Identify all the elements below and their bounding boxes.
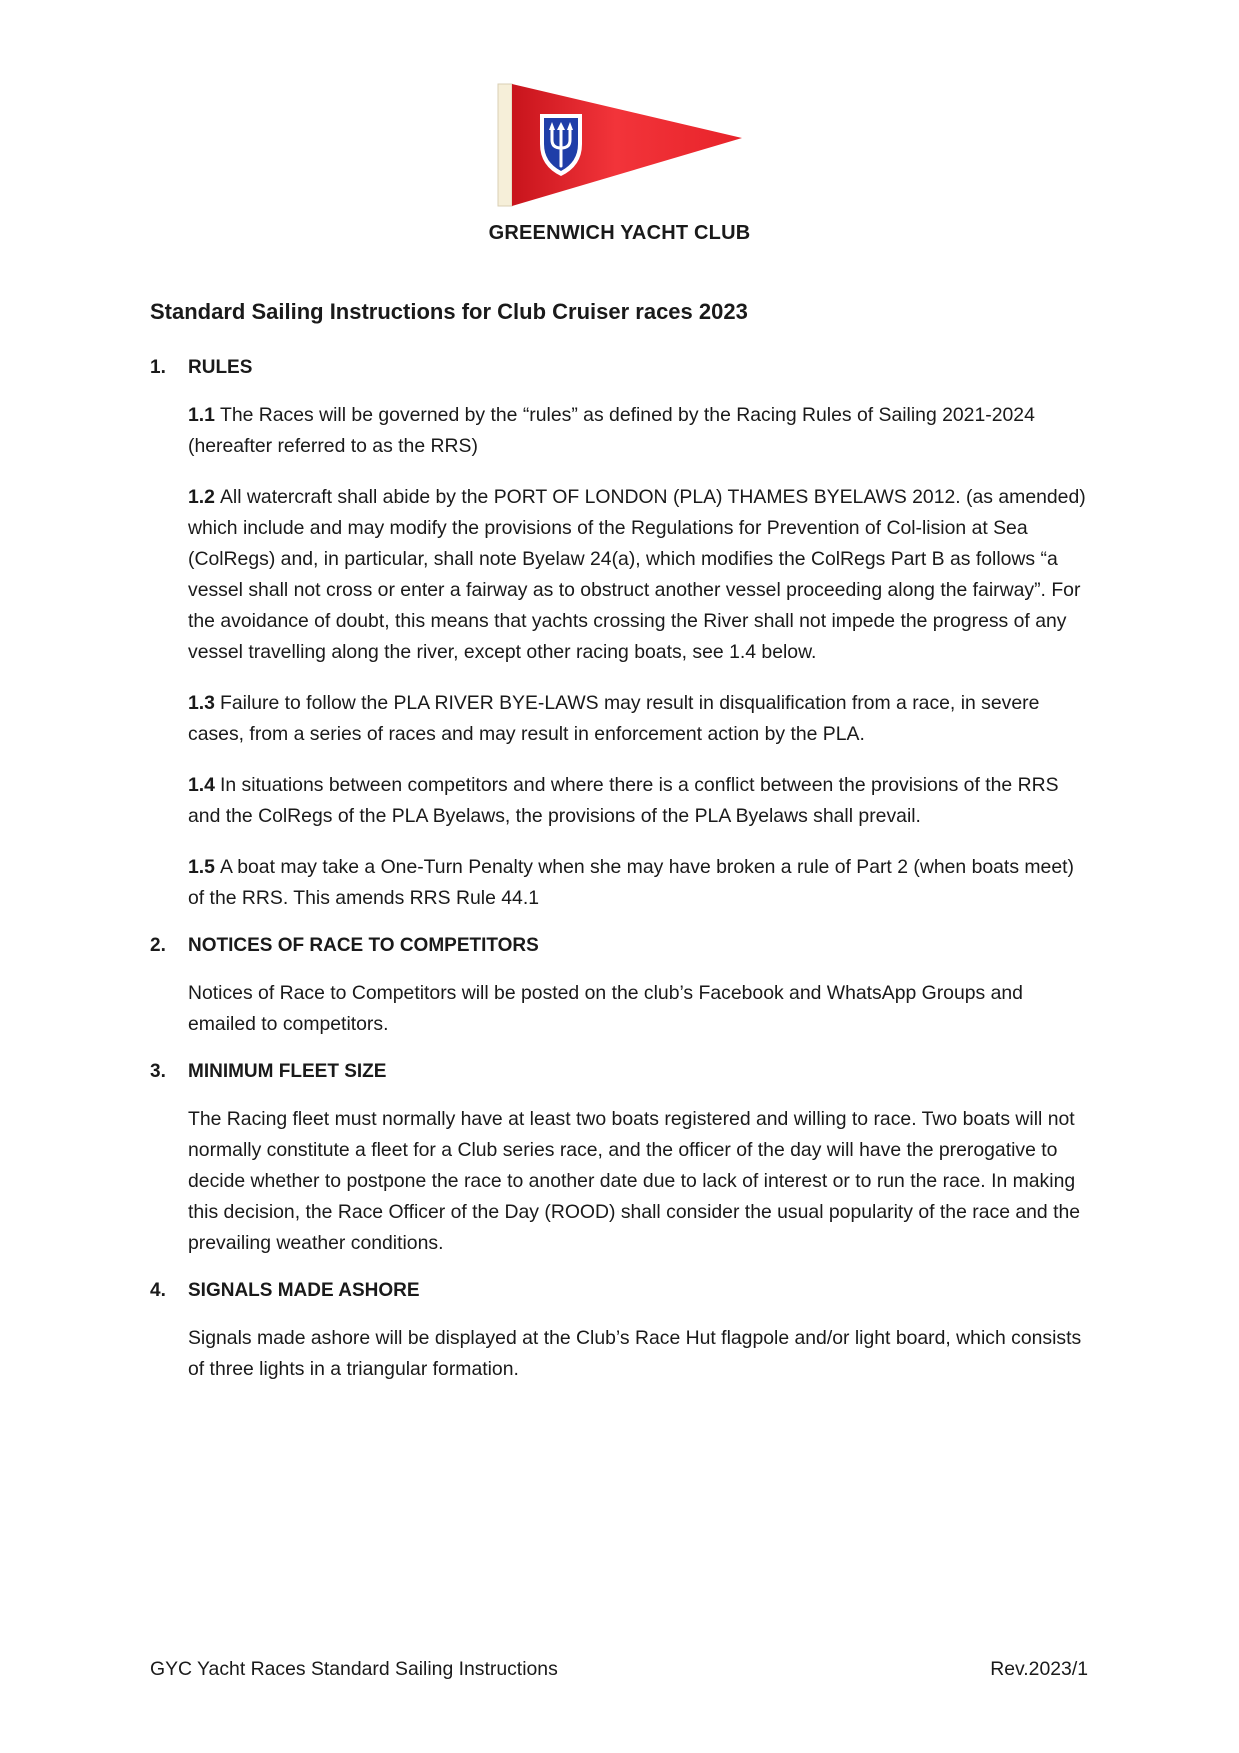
section-heading — [150, 356, 1090, 380]
section-minimum-fleet-size — [150, 1060, 1090, 1259]
clause-paragraph — [188, 482, 1090, 668]
document-title: Standard Sailing Instructions for Club Cruiser races 2023 — [150, 299, 748, 324]
clause-text: In situations between competitors and where there is a conflict between the provisions of the RRS and the ColRegs of the PLA Byelaws, the provisions of the PLA Byelaws shall prevail. — [188, 774, 1059, 827]
clause-text: Failure to follow the PLA RIVER BYE-LAWS may result in disqualification from a race, in severe cases, from a series of races and may result in enforcement action by the PLA. — [188, 692, 1040, 745]
clause-number: 1.1 — [188, 404, 215, 426]
clause-paragraph — [188, 400, 1090, 462]
instructions-body — [150, 356, 1090, 1405]
club-name: GREENWICH YACHT CLUB — [488, 222, 751, 244]
section-number: 1. — [150, 357, 166, 378]
clause-number: 1.3 — [188, 692, 215, 714]
clause-text: A boat may take a One-Turn Penalty when she may have broken a rule of Part 2 (when boats meet) of the RRS. This amends RRS Rule 44.1 — [188, 856, 1074, 909]
section-paragraph: The Racing fleet must normally have at least two boats registered and willing to race. Two boats will not normally constitute a fleet for a Club series race, and the officer of the day will have the prerogative to decide whether to postpone the race to another date due to lack of interest or to run the race. In making this decision, the Race Officer of the Day (ROOD) shall consider the usual popularity of the race and the prevailing weather conditions. — [188, 1108, 1081, 1254]
section-title: SIGNALS MADE ASHORE — [188, 1280, 420, 1301]
section-heading — [150, 1060, 1090, 1084]
section-number: 3. — [150, 1061, 166, 1082]
footer-document-name: GYC Yacht Races Standard Sailing Instructions — [150, 1658, 558, 1680]
clause-text: The Races will be governed by the “rules” as defined by the Racing Rules of Sailing 2021-2024 (hereafter referred to as the RRS) — [188, 404, 1035, 457]
section-paragraph: Notices of Race to Competitors will be posted on the club’s Facebook and WhatsApp Groups and emailed to competitors. — [188, 982, 1023, 1035]
section-paragraph: Signals made ashore will be displayed at the Club’s Race Hut flagpole and/or light board, which consists of three lights in a triangular formation. — [188, 1327, 1082, 1380]
section-title: RULES — [188, 357, 253, 378]
section-title: MINIMUM FLEET SIZE — [188, 1061, 387, 1082]
section-title: NOTICES OF RACE TO COMPETITORS — [188, 935, 539, 956]
clause-number: 1.5 — [188, 856, 215, 878]
section-number: 2. — [150, 935, 166, 956]
clause-number: 1.2 — [188, 486, 215, 508]
section-heading — [150, 1279, 1090, 1303]
clause-number: 1.4 — [188, 774, 215, 796]
section-signals-made-ashore — [150, 1279, 1090, 1385]
clause-paragraph — [188, 852, 1090, 914]
club-pennant-logo — [496, 82, 746, 208]
footer-revision: Rev.2023/1 — [990, 1658, 1088, 1680]
section-notices-of-race — [150, 934, 1090, 1040]
section-heading — [150, 934, 1090, 958]
page-footer — [150, 1658, 1088, 1681]
clause-paragraph — [188, 688, 1090, 750]
clause-text: All watercraft shall abide by the PORT OF LONDON (PLA) THAMES BYELAWS 2012. (as amended) which include and may modify the provisions of the Regulations for Prevention of Col-lision at Sea (ColRegs) and, in particular, shall note Byelaw 24(a), which modifies the ColRegs Part B as follows “a vessel shall not cross or enter a fairway as to obstruct another vessel proceeding along the fairway”. For the avoidance of doubt, this means that yachts crossing the River shall not impede the progress of any vessel travelling along the river, except other racing boats, see 1.4 below. — [188, 486, 1086, 663]
section-rules — [150, 356, 1090, 914]
section-number: 4. — [150, 1280, 166, 1301]
clause-paragraph — [188, 770, 1090, 832]
